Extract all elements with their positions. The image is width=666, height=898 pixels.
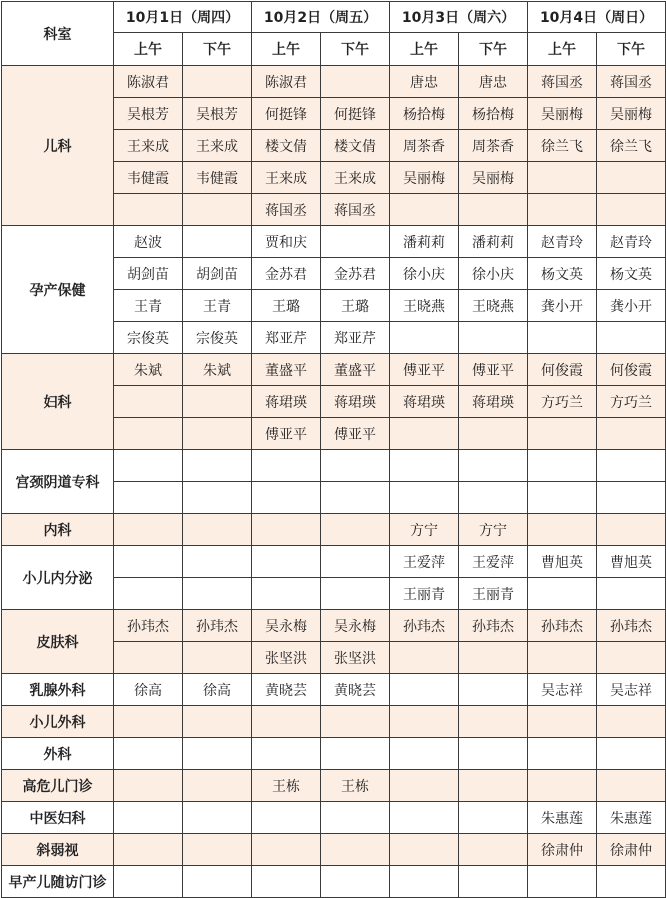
doctor-cell: 孙玮杰 [390, 610, 459, 642]
doctor-cell [528, 482, 597, 514]
doctor-cell: 王璐 [252, 290, 321, 322]
table-row [2, 674, 666, 706]
date-header-row [2, 2, 666, 33]
doctor-cell [597, 322, 666, 354]
doctor-cell: 蒋国丞 [528, 66, 597, 98]
doctor-cell [252, 578, 321, 610]
doctor-cell: 胡剑苗 [114, 258, 183, 290]
doctor-cell [459, 706, 528, 738]
doctor-cell [114, 546, 183, 578]
doctor-cell [183, 770, 252, 802]
doctor-cell: 方宁 [459, 514, 528, 546]
doctor-cell: 朱惠莲 [528, 802, 597, 834]
doctor-cell [528, 162, 597, 194]
doctor-cell [390, 834, 459, 866]
table-row [2, 834, 666, 866]
table-row [2, 354, 666, 386]
schedule-body [2, 66, 666, 898]
doctor-cell: 周茶香 [459, 130, 528, 162]
doctor-cell [183, 226, 252, 258]
doctor-cell [114, 802, 183, 834]
doctor-cell: 方巧兰 [597, 386, 666, 418]
department-name: 高危儿门诊 [2, 770, 114, 802]
doctor-cell [459, 450, 528, 482]
doctor-cell: 潘莉莉 [459, 226, 528, 258]
doctor-cell: 杨拾梅 [459, 98, 528, 130]
doctor-cell [597, 162, 666, 194]
doctor-cell [252, 450, 321, 482]
doctor-cell: 徐高 [183, 674, 252, 706]
doctor-cell [114, 642, 183, 674]
doctor-cell [183, 706, 252, 738]
doctor-cell: 杨拾梅 [390, 98, 459, 130]
doctor-cell: 吴丽梅 [528, 98, 597, 130]
doctor-cell [597, 194, 666, 226]
doctor-cell [390, 674, 459, 706]
doctor-cell: 吴根芳 [114, 98, 183, 130]
doctor-cell: 何挺锋 [321, 98, 390, 130]
doctor-cell [252, 546, 321, 578]
doctor-cell: 孙玮杰 [597, 610, 666, 642]
doctor-cell [114, 418, 183, 450]
doctor-cell [528, 706, 597, 738]
doctor-cell [114, 706, 183, 738]
doctor-cell: 徐高 [114, 674, 183, 706]
department-name: 小儿内分泌 [2, 546, 114, 610]
doctor-cell [321, 802, 390, 834]
doctor-cell [183, 866, 252, 898]
doctor-cell [597, 706, 666, 738]
doctor-cell [390, 770, 459, 802]
doctor-cell: 蒋国丞 [597, 66, 666, 98]
doctor-cell: 徐兰飞 [597, 130, 666, 162]
doctor-cell [114, 386, 183, 418]
doctor-cell: 宗俊英 [183, 322, 252, 354]
doctor-cell [597, 418, 666, 450]
doctor-cell [459, 642, 528, 674]
doctor-cell [252, 802, 321, 834]
doctor-cell [459, 674, 528, 706]
doctor-cell: 郑亚芹 [252, 322, 321, 354]
doctor-cell [597, 578, 666, 610]
doctor-cell: 王来成 [114, 130, 183, 162]
doctor-cell: 傅亚平 [321, 418, 390, 450]
doctor-cell [528, 450, 597, 482]
doctor-cell [390, 706, 459, 738]
doctor-cell: 王青 [183, 290, 252, 322]
doctor-cell [252, 514, 321, 546]
doctor-cell [114, 866, 183, 898]
doctor-cell: 傅亚平 [252, 418, 321, 450]
department-name: 儿科 [2, 66, 114, 226]
doctor-cell: 方巧兰 [528, 386, 597, 418]
doctor-cell: 楼文倩 [321, 130, 390, 162]
doctor-cell: 韦健霞 [183, 162, 252, 194]
department-name: 外科 [2, 738, 114, 770]
doctor-cell [390, 866, 459, 898]
table-row [2, 770, 666, 802]
doctor-cell: 龚小开 [597, 290, 666, 322]
doctor-cell: 吴根芳 [183, 98, 252, 130]
doctor-cell [321, 482, 390, 514]
doctor-cell: 徐肃仲 [528, 834, 597, 866]
doctor-cell [390, 738, 459, 770]
table-row [2, 610, 666, 642]
doctor-cell: 陈淑君 [252, 66, 321, 98]
doctor-cell [114, 770, 183, 802]
table-row [2, 66, 666, 98]
date-header-oct4: 10月4日（周日） [528, 2, 666, 33]
doctor-cell [321, 546, 390, 578]
doctor-cell [183, 386, 252, 418]
table-row [2, 514, 666, 546]
doctor-cell: 宗俊英 [114, 322, 183, 354]
doctor-cell: 唐忠 [459, 66, 528, 98]
doctor-cell: 金苏君 [252, 258, 321, 290]
doctor-cell: 张坚洪 [321, 642, 390, 674]
doctor-cell: 傅亚平 [390, 354, 459, 386]
doctor-cell: 赵青玲 [528, 226, 597, 258]
doctor-cell: 金苏君 [321, 258, 390, 290]
doctor-cell: 杨文英 [528, 258, 597, 290]
doctor-cell: 孙玮杰 [114, 610, 183, 642]
doctor-cell [321, 738, 390, 770]
doctor-cell: 徐肃仲 [597, 834, 666, 866]
department-name: 早产儿随访门诊 [2, 866, 114, 898]
doctor-cell: 胡剑苗 [183, 258, 252, 290]
doctor-cell [597, 866, 666, 898]
doctor-cell [321, 514, 390, 546]
doctor-cell [390, 322, 459, 354]
doctor-cell [321, 834, 390, 866]
doctor-cell: 郑亚芹 [321, 322, 390, 354]
doctor-cell: 朱惠莲 [597, 802, 666, 834]
department-name: 皮肤科 [2, 610, 114, 674]
doctor-cell [528, 578, 597, 610]
doctor-cell: 龚小开 [528, 290, 597, 322]
doctor-cell: 蒋国丞 [321, 194, 390, 226]
dept-column-header: 科室 [2, 2, 114, 66]
department-name: 宫颈阴道专科 [2, 450, 114, 514]
doctor-cell [528, 738, 597, 770]
doctor-cell: 蒋珺瑛 [321, 386, 390, 418]
doctor-cell: 何俊霞 [597, 354, 666, 386]
slot-header-am: 上午 [390, 33, 459, 66]
doctor-cell [183, 578, 252, 610]
doctor-cell [114, 578, 183, 610]
doctor-cell: 吴永梅 [321, 610, 390, 642]
doctor-cell [390, 418, 459, 450]
doctor-cell [183, 450, 252, 482]
doctor-cell [597, 482, 666, 514]
doctor-cell [252, 482, 321, 514]
table-row [2, 450, 666, 482]
duty-schedule-table [1, 1, 666, 898]
doctor-cell [114, 834, 183, 866]
department-name: 斜弱视 [2, 834, 114, 866]
doctor-cell: 王爱萍 [459, 546, 528, 578]
doctor-cell: 曹旭英 [597, 546, 666, 578]
doctor-cell: 王青 [114, 290, 183, 322]
doctor-cell: 韦健霞 [114, 162, 183, 194]
doctor-cell: 杨文英 [597, 258, 666, 290]
doctor-cell [528, 418, 597, 450]
doctor-cell [183, 418, 252, 450]
doctor-cell: 唐忠 [390, 66, 459, 98]
table-row [2, 706, 666, 738]
doctor-cell [321, 66, 390, 98]
doctor-cell: 吴永梅 [252, 610, 321, 642]
doctor-cell [252, 866, 321, 898]
doctor-cell: 曹旭英 [528, 546, 597, 578]
doctor-cell: 王来成 [183, 130, 252, 162]
doctor-cell [390, 194, 459, 226]
doctor-cell: 王来成 [252, 162, 321, 194]
doctor-cell [459, 322, 528, 354]
doctor-cell [114, 514, 183, 546]
doctor-cell: 蒋珺瑛 [390, 386, 459, 418]
doctor-cell [183, 642, 252, 674]
doctor-cell [459, 834, 528, 866]
doctor-cell: 董盛平 [321, 354, 390, 386]
doctor-cell [183, 66, 252, 98]
doctor-cell: 赵青玲 [597, 226, 666, 258]
doctor-cell [390, 802, 459, 834]
doctor-cell [597, 514, 666, 546]
doctor-cell: 朱斌 [183, 354, 252, 386]
doctor-cell [252, 738, 321, 770]
slot-header-am: 上午 [114, 33, 183, 66]
doctor-cell: 吴丽梅 [597, 98, 666, 130]
doctor-cell [597, 738, 666, 770]
doctor-cell [114, 738, 183, 770]
doctor-cell: 王爱萍 [390, 546, 459, 578]
doctor-cell [459, 866, 528, 898]
department-name: 乳腺外科 [2, 674, 114, 706]
doctor-cell [183, 546, 252, 578]
doctor-cell [321, 226, 390, 258]
doctor-cell [183, 194, 252, 226]
slot-header-pm: 下午 [597, 33, 666, 66]
doctor-cell: 王璐 [321, 290, 390, 322]
doctor-cell [321, 866, 390, 898]
doctor-cell: 傅亚平 [459, 354, 528, 386]
doctor-cell: 贾和庆 [252, 226, 321, 258]
department-name: 小儿外科 [2, 706, 114, 738]
doctor-cell [597, 770, 666, 802]
slot-header-am: 上午 [252, 33, 321, 66]
doctor-cell [459, 802, 528, 834]
doctor-cell [114, 194, 183, 226]
table-row [2, 866, 666, 898]
doctor-cell [459, 738, 528, 770]
doctor-cell [459, 194, 528, 226]
doctor-cell [114, 482, 183, 514]
doctor-cell: 徐小庆 [390, 258, 459, 290]
doctor-cell [528, 514, 597, 546]
doctor-cell: 赵波 [114, 226, 183, 258]
doctor-cell [597, 642, 666, 674]
doctor-cell: 张坚洪 [252, 642, 321, 674]
doctor-cell [183, 802, 252, 834]
doctor-cell: 方宁 [390, 514, 459, 546]
doctor-cell [183, 738, 252, 770]
doctor-cell: 孙玮杰 [459, 610, 528, 642]
doctor-cell: 朱斌 [114, 354, 183, 386]
slot-header-am: 上午 [528, 33, 597, 66]
doctor-cell [321, 706, 390, 738]
date-header-oct1: 10月1日（周四） [114, 2, 252, 33]
doctor-cell [459, 482, 528, 514]
doctor-cell: 陈淑君 [114, 66, 183, 98]
doctor-cell: 吴志祥 [528, 674, 597, 706]
doctor-cell [183, 514, 252, 546]
doctor-cell: 孙玮杰 [183, 610, 252, 642]
doctor-cell [390, 482, 459, 514]
doctor-cell: 王栋 [252, 770, 321, 802]
doctor-cell: 徐小庆 [459, 258, 528, 290]
doctor-cell [528, 866, 597, 898]
table-row [2, 546, 666, 578]
doctor-cell [528, 770, 597, 802]
doctor-cell [528, 194, 597, 226]
doctor-cell: 楼文倩 [252, 130, 321, 162]
date-header-oct3: 10月3日（周六） [390, 2, 528, 33]
doctor-cell: 何挺锋 [252, 98, 321, 130]
doctor-cell [459, 418, 528, 450]
department-name: 妇科 [2, 354, 114, 450]
doctor-cell [390, 642, 459, 674]
doctor-cell: 吴丽梅 [390, 162, 459, 194]
table-row [2, 802, 666, 834]
doctor-cell: 王来成 [321, 162, 390, 194]
doctor-cell: 黄晓芸 [252, 674, 321, 706]
doctor-cell: 王丽青 [459, 578, 528, 610]
doctor-cell [528, 642, 597, 674]
doctor-cell [114, 450, 183, 482]
doctor-cell [321, 450, 390, 482]
doctor-cell: 周茶香 [390, 130, 459, 162]
doctor-cell [183, 834, 252, 866]
department-name: 内科 [2, 514, 114, 546]
doctor-cell: 何俊霞 [528, 354, 597, 386]
doctor-cell [597, 450, 666, 482]
table-row [2, 738, 666, 770]
doctor-cell: 蒋珺瑛 [459, 386, 528, 418]
doctor-cell: 董盛平 [252, 354, 321, 386]
slot-header-pm: 下午 [321, 33, 390, 66]
doctor-cell: 徐兰飞 [528, 130, 597, 162]
doctor-cell [183, 482, 252, 514]
doctor-cell: 蒋珺瑛 [252, 386, 321, 418]
doctor-cell: 王晓燕 [390, 290, 459, 322]
doctor-cell: 王晓燕 [459, 290, 528, 322]
doctor-cell [321, 578, 390, 610]
department-name: 中医妇科 [2, 802, 114, 834]
table-row [2, 226, 666, 258]
slot-header-pm: 下午 [183, 33, 252, 66]
doctor-cell: 王栋 [321, 770, 390, 802]
doctor-cell [252, 706, 321, 738]
slot-header-pm: 下午 [459, 33, 528, 66]
doctor-cell [252, 834, 321, 866]
doctor-cell: 黄晓芸 [321, 674, 390, 706]
date-header-oct2: 10月2日（周五） [252, 2, 390, 33]
doctor-cell: 蒋国丞 [252, 194, 321, 226]
doctor-cell: 吴丽梅 [459, 162, 528, 194]
department-name: 孕产保健 [2, 226, 114, 354]
doctor-cell: 王丽青 [390, 578, 459, 610]
doctor-cell: 吴志祥 [597, 674, 666, 706]
doctor-cell: 潘莉莉 [390, 226, 459, 258]
doctor-cell [390, 450, 459, 482]
doctor-cell [528, 322, 597, 354]
doctor-cell [459, 770, 528, 802]
doctor-cell: 孙玮杰 [528, 610, 597, 642]
